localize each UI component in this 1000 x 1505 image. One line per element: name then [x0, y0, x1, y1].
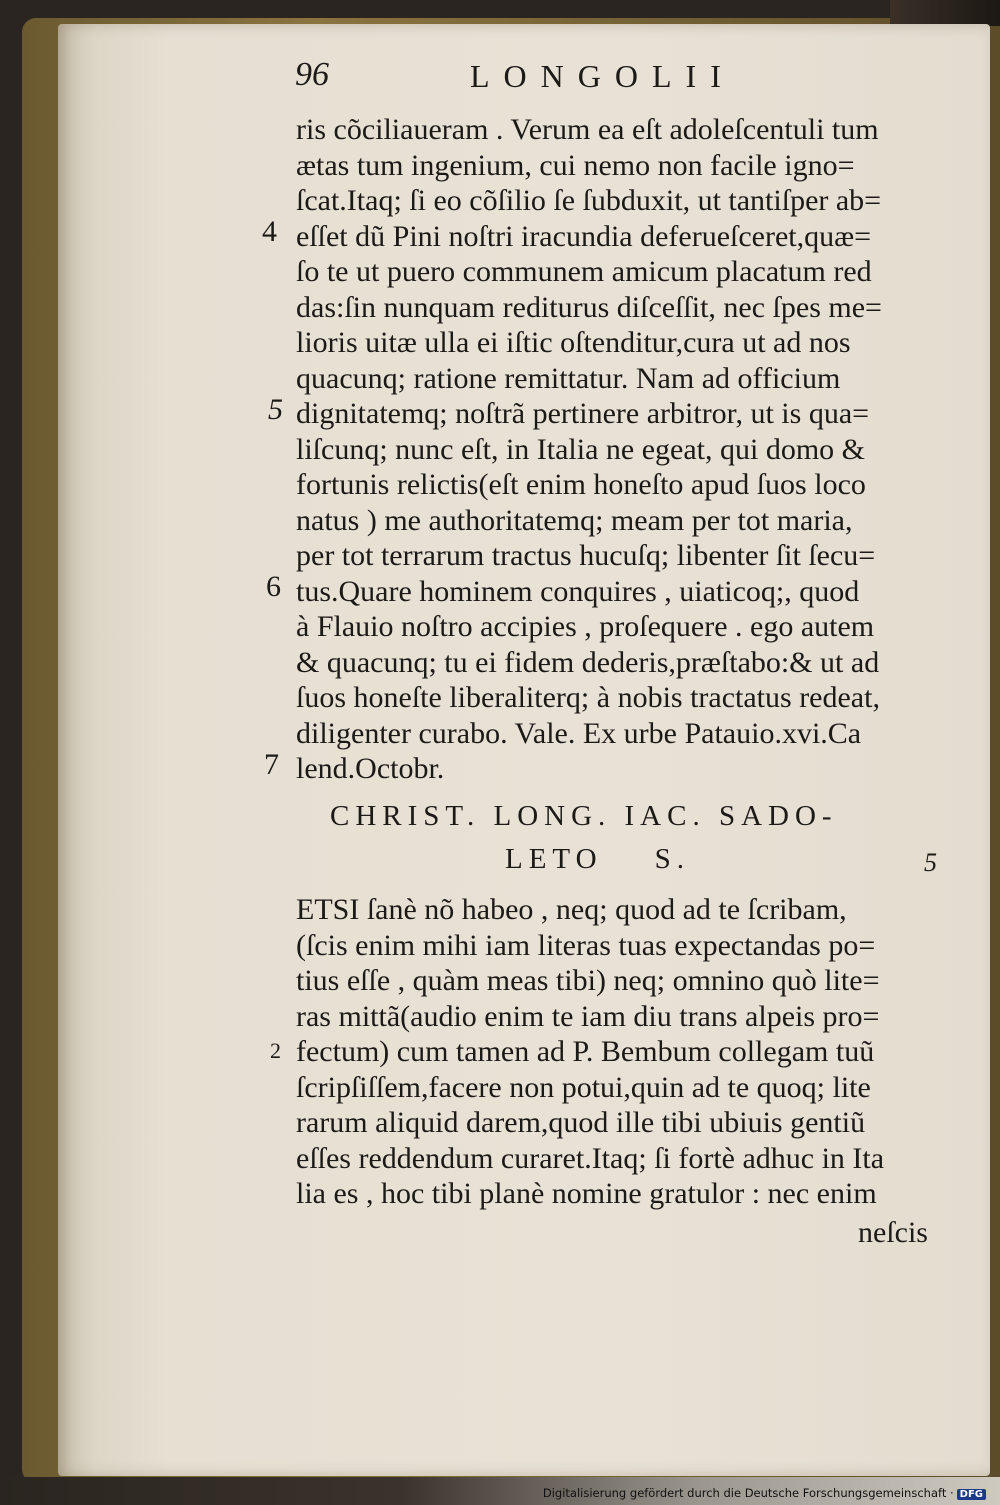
addressee-name: LETO — [505, 843, 603, 875]
page-number: 96 — [295, 56, 329, 93]
text-line: diligenter curabo. Vale. Ex urbe Patauio.xvi.Ca — [296, 716, 862, 750]
text-line: per tot terrarum tractus hucuſq; libenter ſit ſecu= — [296, 539, 876, 572]
running-head: LONGOLII — [470, 58, 735, 94]
text-line: rarum aliquid darem,quod ille tibi ubiuis gentiũ — [296, 1106, 866, 1139]
credit-text: Digitalisierung gefördert durch die Deutsche Forschungsgemeinschaft · — [542, 1486, 954, 1500]
text-line: ris cõciliaueram . Verum ea eſt adoleſcentuli tum — [296, 113, 879, 146]
letter-one-text — [296, 112, 946, 787]
text-line: ſcripſiſſem,facere non potui,quin ad te quoq; lite — [296, 1070, 871, 1104]
funding-credit — [543, 1486, 986, 1500]
text-line: dignitatemq; noſtrã pertinere arbitror, ut is qua= — [296, 397, 870, 430]
text-line: à Flauio noſtro accipies , proſequere . ego autem — [296, 610, 875, 643]
text-line: fortunis relictis(eſt enim honeſto apud ſuos loco — [296, 468, 866, 501]
text-line: eſſes reddendum curaret.Itaq; ſi fortè adhuc in Ita — [296, 1141, 885, 1175]
text-line: & quacunq; tu ei fidem dederis,præſtabo:& ut ad — [296, 645, 880, 679]
margin-number: 5 — [924, 848, 937, 877]
text-line: ſcat.Itaq; ſi eo cõſilio ſe ſubduxit, ut tantiſper ab= — [296, 184, 882, 217]
page-header — [0, 56, 1000, 100]
text-line: lend.Octobr. — [296, 752, 445, 785]
dfg-logo: DFG — [957, 1489, 986, 1500]
margin-number: 6 — [266, 570, 281, 603]
text-line: tius eſſe , quàm meas tibi) neq; omnino quò lite= — [296, 964, 880, 997]
salutem-abbrev: S. — [654, 843, 690, 875]
margin-number: 5 — [268, 393, 283, 426]
scan-background — [890, 0, 1000, 26]
letter-heading: CHRIST. LONG. IAC. SADO- — [330, 800, 838, 832]
margin-number: 4 — [262, 215, 277, 248]
text-line: tus.Quare hominem conquires , uiaticoq;, quod — [296, 574, 860, 608]
text-line: ras mittã(audio enim te iam diu trans alpeis pro= — [296, 999, 880, 1033]
margin-number: 7 — [264, 748, 279, 781]
text-line: ætas tum ingenium, cui nemo non facile igno= — [296, 148, 855, 182]
text-line: natus ) me authoritatemq; meam per tot maria, — [296, 503, 853, 537]
text-line: liſcunq; nunc eſt, in Italia ne egeat, qui domo & — [296, 432, 866, 466]
text-line: fectum) cum tamen ad P. Bembum collegam tuũ — [296, 1035, 875, 1068]
letter-heading-line2 — [505, 843, 690, 876]
margin-number: 2 — [270, 1038, 281, 1063]
text-line: das:ſin nunquam rediturus diſceſſit, nec ſpes me= — [296, 290, 882, 324]
text-line: (ſcis enim mihi iam literas tuas expectandas po= — [296, 928, 876, 962]
text-line: lioris uitæ ulla ei iſtic oſtenditur,cura ut ad nos — [296, 326, 851, 359]
text-line: quacunq; ratione remittatur. Nam ad officium — [296, 361, 841, 395]
text-line: ſuos honeſte liberaliterq; à nobis tractatus redeat, — [296, 681, 880, 714]
text-line: ETSI ſanè nõ habeo , neq; quod ad te ſcribam, — [296, 893, 847, 926]
catchword: neſcis — [858, 1216, 928, 1249]
text-line: eſſet dũ Pini noſtri iracundia deferueſceret,quæ= — [296, 219, 872, 253]
text-line: ſo te ut puero communem amicum placatum red — [296, 255, 872, 288]
letter-two-text — [296, 892, 946, 1212]
text-line: lia es , hoc tibi planè nomine gratulor : nec enim — [296, 1177, 877, 1210]
